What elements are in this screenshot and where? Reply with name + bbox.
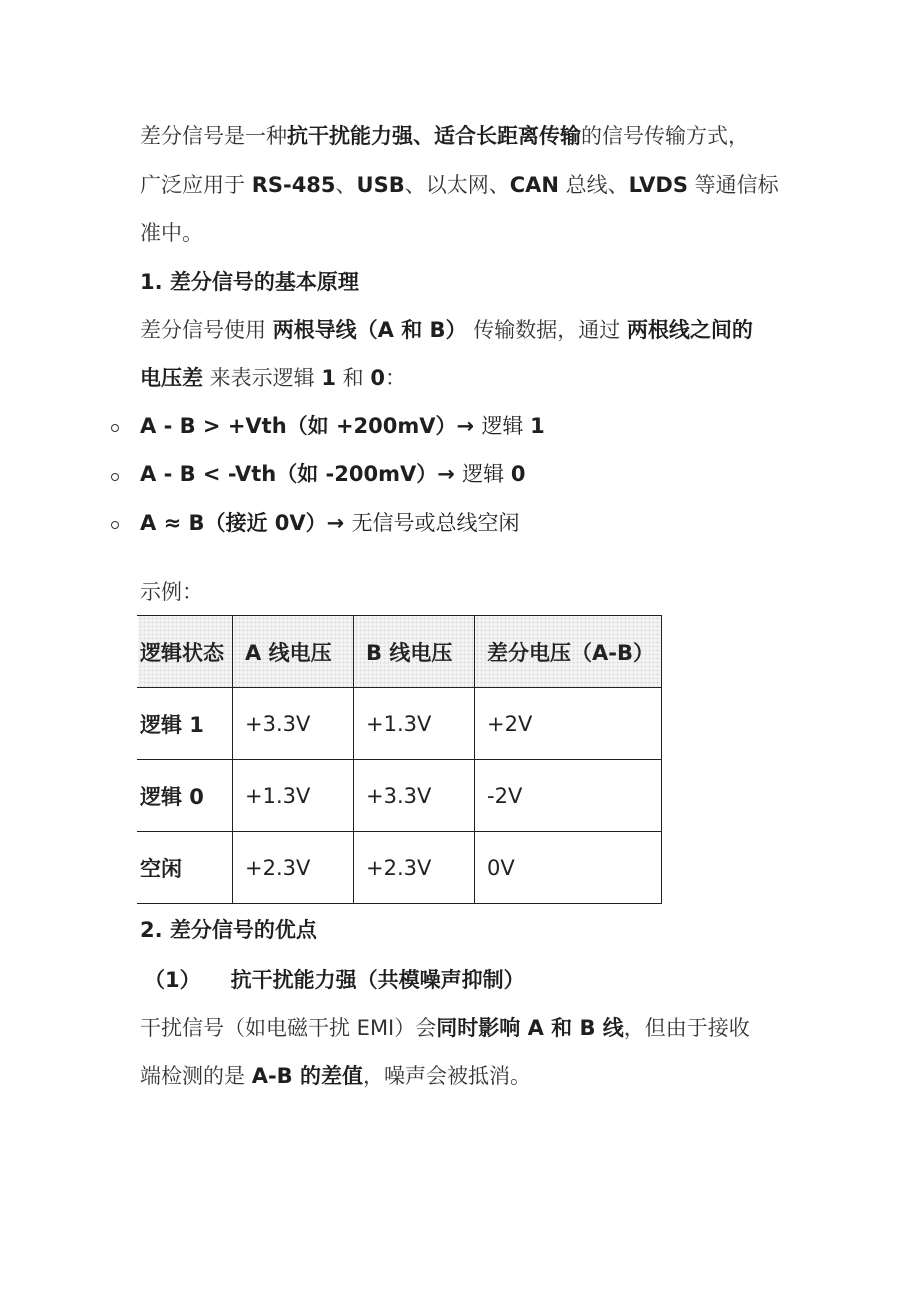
body-emphasis: 两根线之间的 xyxy=(626,318,753,342)
table-row xyxy=(138,760,662,832)
body-emphasis: A-B xyxy=(251,1064,293,1088)
bullet-circle-icon xyxy=(111,424,119,432)
table-header-cell: A 线电压 xyxy=(233,616,354,688)
body-text: 来表示逻辑 xyxy=(203,366,322,390)
intro-line-3 xyxy=(140,219,203,247)
bullet-idle xyxy=(140,509,520,537)
table-row-label: 空闲 xyxy=(138,832,233,904)
table-header-cell: 逻辑状态 xyxy=(138,616,233,688)
bullet-result: 逻辑 xyxy=(462,462,511,486)
body-text: ，噪声会被抵消。 xyxy=(362,1064,531,1088)
table-header-cell: B 线电压 xyxy=(354,616,475,688)
bullet-result-value: 1 xyxy=(530,414,545,438)
standard-can: CAN xyxy=(509,173,559,197)
table-row-label: 逻辑 1 xyxy=(138,688,233,760)
subsection-number: （1） xyxy=(144,968,201,992)
table-cell: +2V xyxy=(475,688,662,760)
intro-text: 广泛应用于 xyxy=(140,173,252,197)
example-label: 示例： xyxy=(140,580,203,604)
subsection-1-heading xyxy=(144,966,525,994)
intro-text: 总线、 xyxy=(558,173,629,197)
table-row-label: 逻辑 0 xyxy=(138,760,233,832)
bullet-result: 逻辑 xyxy=(481,414,531,438)
body-emphasis: 同时影响 A 和 B 线 xyxy=(436,1016,624,1040)
bullet-result: 无信号或总线空闲 xyxy=(351,511,520,535)
bullet-expression: A - B > +Vth（如 +200mV）→ xyxy=(140,414,482,438)
standard-lvds: LVDS xyxy=(628,173,688,197)
logic-zero: 0 xyxy=(370,366,385,390)
standard-usb: USB xyxy=(356,173,405,197)
body-text: 干扰信号（如电磁干扰 EMI）会 xyxy=(140,1016,437,1040)
section-1-heading: 1. 差分信号的基本原理 xyxy=(140,270,359,294)
intro-text: 、以太网、 xyxy=(404,173,510,197)
bullet-logic-1 xyxy=(140,412,545,440)
body-emphasis: 两根导线（A 和 B） xyxy=(272,318,467,342)
section-2-line-2 xyxy=(140,1062,531,1090)
table-cell: +3.3V xyxy=(354,760,475,832)
table-cell: +1.3V xyxy=(354,688,475,760)
intro-text: 准中。 xyxy=(140,221,203,245)
voltage-table xyxy=(137,615,662,904)
body-text: ，但由于接收 xyxy=(623,1016,750,1040)
body-text: 和 xyxy=(335,366,371,390)
logic-one: 1 xyxy=(321,366,336,390)
body-emphasis: 电压差 xyxy=(140,366,203,390)
table-header-cell: 差分电压（A-B） xyxy=(475,616,662,688)
table-cell: -2V xyxy=(475,760,662,832)
intro-line-2 xyxy=(140,171,779,199)
table-cell: +2.3V xyxy=(354,832,475,904)
section-1-line-1 xyxy=(140,316,753,344)
body-text: ： xyxy=(384,366,406,390)
bullet-circle-icon xyxy=(111,473,119,481)
subsection-title: 抗干扰能力强（共模噪声抑制） xyxy=(230,968,525,992)
body-emphasis: 的差值 xyxy=(292,1064,363,1088)
standard-rs485: RS-485 xyxy=(251,173,336,197)
table-header-row xyxy=(138,616,662,688)
intro-text: 差分信号是一种 xyxy=(140,124,287,148)
table-cell: +2.3V xyxy=(233,832,354,904)
table-row xyxy=(138,688,662,760)
section-1-line-2 xyxy=(140,364,406,392)
intro-text: 等通信标 xyxy=(687,173,779,197)
bullet-logic-0 xyxy=(140,460,525,488)
body-text: 端检测的是 xyxy=(140,1064,252,1088)
bullet-result-value: 0 xyxy=(510,462,526,486)
section-2-heading: 2. 差分信号的优点 xyxy=(140,918,317,942)
intro-line-1 xyxy=(140,122,749,150)
section-2-line-1 xyxy=(140,1014,750,1042)
table-cell: 0V xyxy=(475,832,662,904)
table-row xyxy=(138,832,662,904)
table-cell: +1.3V xyxy=(233,760,354,832)
intro-text: 的信号传输方式， xyxy=(581,124,749,148)
bullet-expression: A ≈ B（接近 0V）→ xyxy=(140,511,352,535)
bullet-expression: A - B < -Vth（如 -200mV）→ xyxy=(140,462,463,486)
intro-text: 、 xyxy=(335,173,357,197)
body-text: 差分信号使用 xyxy=(140,318,273,342)
bullet-circle-icon xyxy=(111,521,119,529)
body-text: 传输数据，通过 xyxy=(466,318,627,342)
intro-emphasis: 抗干扰能力强、适合长距离传输 xyxy=(287,124,581,148)
table-cell: +3.3V xyxy=(233,688,354,760)
